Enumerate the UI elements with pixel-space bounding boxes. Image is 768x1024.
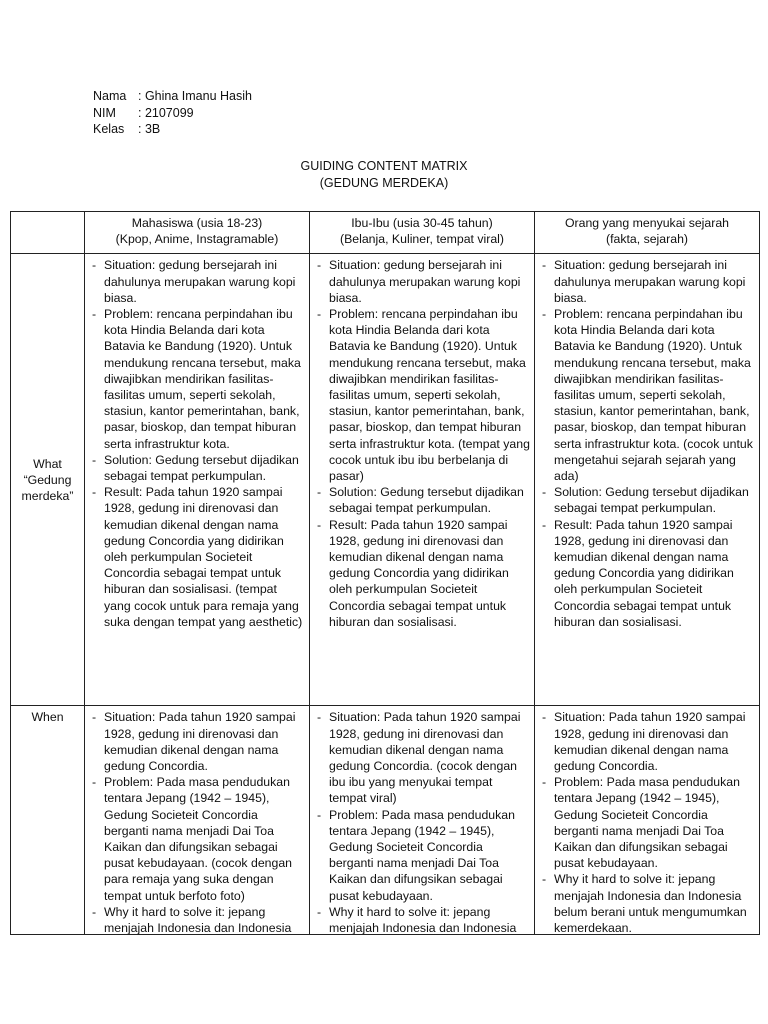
table-cell bbox=[310, 254, 535, 706]
nim-row bbox=[93, 105, 252, 122]
column-header-sejarah bbox=[535, 212, 760, 254]
list-item: - Problem: rencana perpindahan ibu kota Hindia Belanda dari kota Batavia ke Bandung (1920). Untuk mendukung rencana tersebut, maka diwajibkan mendirikan fasilitas-fasilitas umum, seperti sekolah, stasiun, kantor pemerintahan, bank, pasar, bioskop, dan tempat hiburan serta infrastruktur kota. (tempat yang cocok untuk ibu ibu berbelanja di pasar) bbox=[314, 306, 530, 484]
list-item: - Situation: gedung bersejarah ini dahulunya merupakan warung kopi biasa. bbox=[89, 257, 305, 306]
column-header-mahasiswa bbox=[85, 212, 310, 254]
class-row bbox=[93, 121, 252, 138]
list-item: - Why it hard to solve it: jepang menjajah Indonesia dan Indonesia belum berani untuk mengumumkan kemerdekaan. bbox=[539, 871, 755, 934]
class-label: Kelas bbox=[93, 122, 125, 136]
document-subtitle: (GEDUNG MERDEKA) bbox=[319, 176, 449, 190]
list-item: - Problem: rencana perpindahan ibu kota Hindia Belanda dari kota Batavia ke Bandung (1920). Untuk mendukung rencana tersebut, maka diwajibkan mendirikan fasilitas-fasilitas umum, seperti sekolah, stasiun, kantor pemerintahan, bank, pasar, bioskop, dan tempat hiburan serta infrastruktur kota. bbox=[89, 306, 305, 452]
list-item: - Problem: Pada masa pendudukan tentara Jepang (1942 – 1945), Gedung Societeit Concordia berganti nama menjadi Dai Toa Kaikan dan difungsikan sebagai pusat kebudayaan. bbox=[539, 774, 755, 871]
table-cell bbox=[85, 706, 310, 935]
list-item: - Situation: gedung bersejarah ini dahulunya merupakan warung kopi biasa. bbox=[539, 257, 755, 306]
row-label-what bbox=[11, 254, 85, 706]
table-cell bbox=[535, 254, 760, 706]
class-value: : 3B bbox=[138, 122, 161, 136]
column-header-line1: Orang yang menyukai sejarah bbox=[564, 216, 730, 230]
row-label-text: What “Gedung merdeka” bbox=[21, 456, 74, 503]
list-item: - Result: Pada tahun 1920 sampai 1928, gedung ini direnovasi dan kemudian dikenal dengan nama gedung Concordia yang didirikan oleh perkumpulan Societeit Concordia sebagai tempat untuk hiburan dan sosialisasi. (tempat yang cocok untuk para remaja yang suka dengan tempat yang aesthetic) bbox=[89, 484, 305, 630]
nim-value: : 2107099 bbox=[138, 105, 194, 120]
list-item: - Result: Pada tahun 1920 sampai 1928, gedung ini direnovasi dan kemudian dikenal dengan nama gedung Concordia yang didirikan oleh perkumpulan Societeit Concordia sebagai tempat untuk hiburan dan sosialisasi. bbox=[314, 517, 530, 630]
list-item: - Result: Pada tahun 1920 sampai 1928, gedung ini direnovasi dan kemudian dikenal dengan nama gedung Concordia yang didirikan oleh perkumpulan Societeit Concordia sebagai tempat untuk hiburan dan sosialisasi. bbox=[539, 517, 755, 630]
list-item: - Situation: gedung bersejarah ini dahulunya merupakan warung kopi biasa. bbox=[314, 257, 530, 306]
column-header-line2: (fakta, sejarah) bbox=[605, 232, 688, 247]
list-item: - Problem: Pada masa pendudukan tentara Jepang (1942 – 1945), Gedung Societeit Concordia berganti nama menjadi Dai Toa Kaikan dan difungsikan sebagai pusat kebudayaan. (cocok dengan para remaja yang suka dengan tempat untuk berfoto foto) bbox=[89, 774, 305, 904]
column-header-line1: Ibu-Ibu (usia 30-45 tahun) bbox=[351, 216, 493, 230]
table-row-when bbox=[11, 706, 760, 935]
table-cell bbox=[535, 706, 760, 935]
column-header-ibu-ibu bbox=[310, 212, 535, 254]
name-label: Nama bbox=[93, 89, 127, 103]
list-item: - Why it hard to solve it: jepang menjajah Indonesia dan Indonesia bbox=[314, 904, 530, 935]
content-matrix-table bbox=[10, 211, 760, 935]
table-cell bbox=[310, 706, 535, 935]
row-label-when bbox=[11, 706, 85, 935]
header-empty-cell bbox=[11, 212, 85, 254]
list-item: - Solution: Gedung tersebut dijadikan sebagai tempat perkumpulan. bbox=[314, 484, 530, 516]
column-header-line2: (Belanja, Kuliner, tempat viral) bbox=[339, 232, 505, 247]
table-row-what bbox=[11, 254, 760, 706]
document-title: GUIDING CONTENT MATRIX bbox=[300, 159, 468, 173]
list-item: - Solution: Gedung tersebut dijadikan sebagai tempat perkumpulan. bbox=[89, 452, 305, 484]
column-header-line1: Mahasiswa (usia 18-23) bbox=[131, 216, 263, 230]
name-value: : Ghina Imanu Hasih bbox=[138, 89, 252, 103]
list-item: - Problem: Pada masa pendudukan tentara Jepang (1942 – 1945), Gedung Societeit Concordia berganti nama menjadi Dai Toa Kaikan dan difungsikan sebagai pusat kebudayaan. bbox=[314, 807, 530, 904]
student-info bbox=[93, 88, 252, 138]
column-header-line2: (Kpop, Anime, Instagramable) bbox=[115, 232, 279, 247]
list-item: - Situation: Pada tahun 1920 sampai 1928, gedung ini direnovasi dan kemudian dikenal dengan nama gedung Concordia. (cocok dengan ibu ibu yang menyukai tempat tempat viral) bbox=[314, 709, 530, 806]
name-row bbox=[93, 88, 252, 105]
nim-label: NIM bbox=[93, 105, 116, 120]
row-label-text: When bbox=[31, 710, 64, 725]
table-cell bbox=[85, 254, 310, 706]
list-item: - Situation: Pada tahun 1920 sampai 1928, gedung ini direnovasi dan kemudian dikenal dengan nama gedung Concordia. bbox=[539, 709, 755, 774]
list-item: - Why it hard to solve it: jepang menjajah Indonesia dan Indonesia bbox=[89, 904, 305, 935]
list-item: - Solution: Gedung tersebut dijadikan sebagai tempat perkumpulan. bbox=[539, 484, 755, 516]
header-row bbox=[11, 212, 760, 254]
list-item: - Problem: rencana perpindahan ibu kota Hindia Belanda dari kota Batavia ke Bandung (1920). Untuk mendukung rencana tersebut, maka diwajibkan mendirikan fasilitas-fasilitas umum, seperti sekolah, stasiun, kantor pemerintahan, bank, pasar, bioskop, dan tempat hiburan serta infrastruktur kota. (cocok untuk mengetahui sejarah sejarah yang ada) bbox=[539, 306, 755, 484]
list-item: - Situation: Pada tahun 1920 sampai 1928, gedung ini direnovasi dan kemudian dikenal dengan nama gedung Concordia. bbox=[89, 709, 305, 774]
